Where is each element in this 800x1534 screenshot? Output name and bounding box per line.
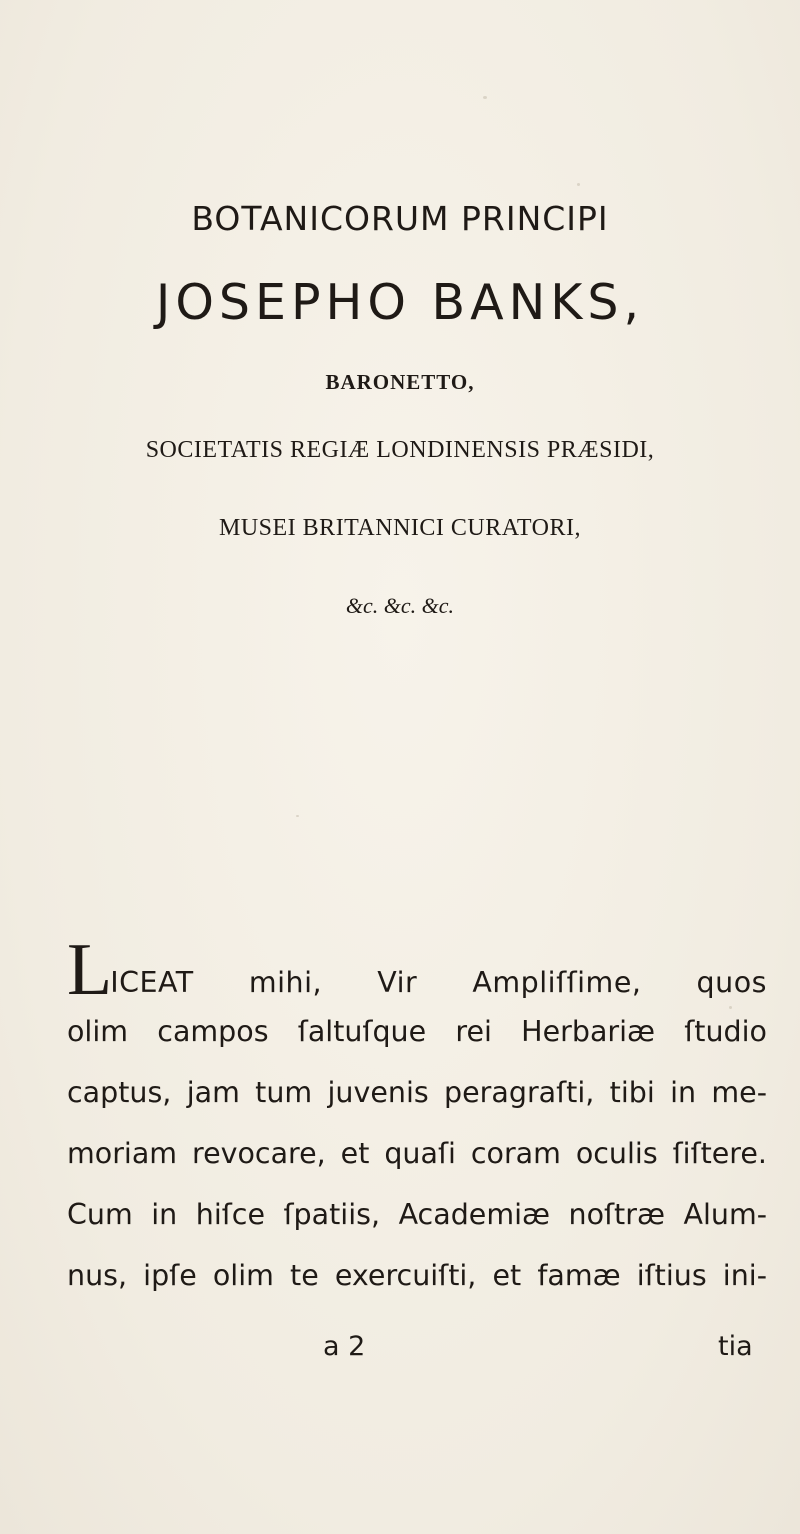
- dedicatee-office-british-museum: MUSEI BRITANNICI CURATORI,: [219, 515, 581, 541]
- body-line: moriam revocare, et quaſi coram oculis ſiſtere.: [67, 1137, 767, 1170]
- dedication-body: [67, 929, 767, 1306]
- page-footer: [0, 1331, 800, 1371]
- body-line-1: [67, 929, 767, 1011]
- dedication-heading: BOTANICORUM PRINCIPI: [191, 199, 609, 238]
- signature-mark: a 2: [323, 1331, 366, 1362]
- body-line: captus, jam tum juvenis peragraſti, tibi in me-: [67, 1076, 767, 1109]
- dedicatee-office-royal-society: SOCIETATIS REGIÆ LONDINENSIS PRÆSIDI,: [145, 437, 655, 463]
- body-line: Cum in hiſce ſpatiis, Academiæ noſtræ Alum-: [67, 1198, 767, 1231]
- body-line: olim campos ſaltuſque rei Herbariæ ſtudio: [67, 1015, 767, 1048]
- paper-speck: [296, 815, 299, 817]
- body-line: nus, ipſe olim te exercuiſti, et famæ iſtius ini-: [67, 1259, 767, 1292]
- catchword: tia: [718, 1331, 753, 1362]
- dedicatee-title: BARONETTO,: [325, 370, 475, 394]
- dedicatee-name: JOSEPHO BANKS,: [155, 274, 645, 331]
- paper-speck: [483, 96, 487, 99]
- drop-cap: L: [67, 929, 113, 1011]
- body-line-1-text: ICEAT mihi, Vir Ampliſſime, quos: [110, 966, 767, 999]
- et-cetera-line: &c. &c. &c.: [345, 593, 455, 618]
- paper-speck: [577, 183, 580, 186]
